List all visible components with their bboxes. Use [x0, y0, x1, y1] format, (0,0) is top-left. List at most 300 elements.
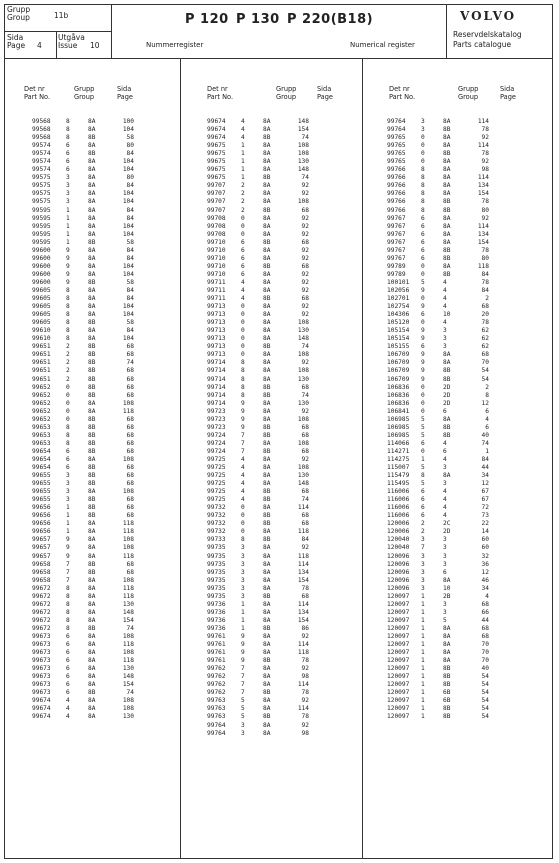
cell-page: 154	[122, 681, 134, 689]
cell-check: 8	[66, 423, 70, 431]
cell-check: 4	[66, 705, 70, 713]
cell-part: 99708	[207, 230, 226, 238]
cell-group: 8A	[263, 544, 271, 552]
cell-group: 8A	[263, 399, 271, 407]
cell-check: 0	[241, 528, 245, 536]
cell-group: 4	[443, 319, 447, 327]
cell-group: 8B	[443, 254, 451, 262]
cell-part: 99605	[32, 319, 51, 327]
cell-group: 8A	[263, 568, 271, 576]
cell-group: 8B	[443, 126, 451, 134]
cell-group: 8A	[443, 576, 451, 584]
cell-part: 99761	[207, 649, 226, 657]
cell-check: 8	[66, 600, 70, 608]
cell-part: 105120	[387, 319, 410, 327]
cell-part: 99789	[387, 270, 406, 278]
cell-check: 3	[421, 568, 425, 576]
cell-page: 58	[126, 278, 134, 286]
cell-page: 46	[481, 576, 489, 584]
cell-part: 100101	[387, 278, 410, 286]
cell-group: 8A	[263, 472, 271, 480]
cell-page: 84	[126, 214, 134, 222]
cell-group: 4	[443, 488, 447, 496]
cell-part: 99672	[32, 584, 51, 592]
cell-group: 8A	[443, 633, 451, 640]
cell-page: 108	[297, 464, 309, 472]
cell-page: 92	[301, 246, 309, 254]
cell-page: 68	[301, 423, 309, 431]
cell-check: 0	[421, 262, 425, 270]
cell-part: 99595	[32, 214, 51, 222]
cell-part: 99713	[207, 303, 226, 311]
cell-page: 68	[301, 262, 309, 270]
cell-page: 78	[301, 689, 309, 697]
cell-page: 114	[477, 174, 489, 182]
cell-group: 8B	[443, 423, 451, 431]
cell-group: 2D	[443, 399, 451, 407]
cell-page: 84	[481, 455, 489, 463]
cell-part: 106836	[387, 383, 410, 391]
cell-group: 8B	[263, 689, 271, 697]
cell-part: 105154	[387, 335, 410, 343]
cell-check: 4	[241, 496, 245, 504]
cell-check: 3	[66, 190, 70, 198]
cell-group: 8B	[88, 238, 96, 246]
cell-page: 92	[481, 134, 489, 142]
cell-group: 10	[443, 584, 451, 592]
cell-part: 105155	[387, 343, 410, 351]
cell-check: 7	[241, 665, 245, 673]
cell-page: 68	[126, 480, 134, 488]
cell-group: 8A	[263, 359, 271, 367]
cell-group: 8A	[443, 174, 451, 182]
cell-group: 8A	[263, 254, 271, 262]
cell-check: 1	[421, 673, 425, 681]
cell-part: 116006	[387, 512, 410, 520]
cell-group: 8A	[88, 126, 96, 134]
cell-page: 58	[126, 134, 134, 142]
header-page: Sida Page	[317, 85, 333, 101]
cell-check: 1	[241, 142, 245, 150]
cell-check: 8	[66, 584, 70, 592]
cell-part: 99714	[207, 383, 226, 391]
cell-check: 1	[421, 633, 425, 640]
cell-part: 99713	[207, 327, 226, 335]
cell-group: 8B	[88, 150, 96, 158]
cell-page: 54	[481, 705, 489, 713]
cell-group: 8A	[88, 407, 96, 415]
cell-check: 2	[66, 375, 70, 383]
cell-check: 5	[421, 423, 425, 431]
cell-check: 3	[421, 560, 425, 568]
cell-page: 108	[297, 198, 309, 206]
cell-part: 120097	[387, 600, 410, 608]
cell-check: 6	[421, 238, 425, 246]
cell-check: 8	[66, 439, 70, 447]
cell-page: 92	[301, 303, 309, 311]
cell-page: 54	[481, 689, 489, 697]
cell-group: 8A	[263, 584, 271, 592]
cell-part: 99653	[32, 423, 51, 431]
cell-page: 118	[122, 641, 134, 649]
cell-check: 9	[241, 423, 245, 431]
cell-check: 0	[241, 520, 245, 528]
cell-page: 154	[477, 190, 489, 198]
cell-group: 8A	[263, 230, 271, 238]
cell-page: 74	[126, 359, 134, 367]
cell-part: 99656	[32, 528, 51, 536]
cell-group: 4	[443, 439, 447, 447]
cell-check: 1	[421, 624, 425, 632]
cell-part: 106985	[387, 423, 410, 431]
cell-group: 8B	[88, 391, 96, 399]
cell-part: 99765	[387, 134, 406, 142]
cell-part: 120096	[387, 584, 410, 592]
cell-group: 8A	[88, 552, 96, 560]
cell-check: 3	[241, 544, 245, 552]
cell-part: 99710	[207, 246, 226, 254]
cell-page: 84	[126, 295, 134, 303]
cell-page: 86	[301, 624, 309, 632]
cell-page: 92	[481, 214, 489, 222]
header-part-no: Det nr Part No.	[207, 85, 234, 101]
cell-check: 6	[421, 222, 425, 230]
cell-check: 9	[241, 399, 245, 407]
cell-check: 8	[241, 359, 245, 367]
cell-part: 120096	[387, 576, 410, 584]
cell-part: 99732	[207, 528, 226, 536]
cell-group: 8A	[88, 303, 96, 311]
cell-part: 120097	[387, 681, 410, 689]
cell-check: 4	[241, 480, 245, 488]
cell-part: 99674	[207, 134, 226, 142]
cell-part: 99652	[32, 383, 51, 391]
register-title-en: Numerical register	[350, 41, 415, 49]
cell-group: 8B	[263, 447, 271, 455]
cell-part: 99735	[207, 568, 226, 576]
cell-part: 99605	[32, 286, 51, 294]
cell-check: 0	[421, 319, 425, 327]
cell-group: 8A	[443, 142, 451, 150]
cell-page: 130	[122, 713, 134, 721]
cell-page: 104	[122, 311, 134, 319]
cell-part: 99714	[207, 359, 226, 367]
cell-part: 99714	[207, 391, 226, 399]
cell-group: 8B	[88, 512, 96, 520]
cell-check: 5	[421, 464, 425, 472]
cell-check: 9	[241, 649, 245, 657]
cell-check: 7	[241, 673, 245, 681]
cell-part: 99707	[207, 182, 226, 190]
cell-page: 114	[297, 705, 309, 713]
cell-page: 134	[477, 182, 489, 190]
cell-group: 8B	[88, 375, 96, 383]
cell-part: 99674	[32, 705, 51, 713]
cell-check: 8	[66, 126, 70, 134]
cell-part: 120097	[387, 592, 410, 600]
cell-group: 8B	[443, 270, 451, 278]
cell-part: 99652	[32, 391, 51, 399]
cell-group: 8B	[263, 512, 271, 520]
cell-group: 8A	[88, 198, 96, 206]
cell-part: 106709	[387, 359, 410, 367]
cell-part: 99673	[32, 673, 51, 681]
cell-group: 8A	[263, 327, 271, 335]
cell-group: 8A	[263, 214, 271, 222]
cell-check: 9	[421, 359, 425, 367]
cell-check: 0	[421, 142, 425, 150]
cell-group: 6	[443, 568, 447, 576]
cell-part: 99725	[207, 496, 226, 504]
cell-part: 99574	[32, 150, 51, 158]
cell-group: 8A	[88, 327, 96, 335]
cell-page: 118	[122, 520, 134, 528]
cell-page: 114	[297, 681, 309, 689]
cell-check: 3	[241, 721, 245, 729]
cell-page: 44	[481, 464, 489, 472]
cell-part: 99724	[207, 447, 226, 455]
cell-check: 9	[421, 367, 425, 375]
cell-part: 99710	[207, 270, 226, 278]
cell-check: 2	[66, 359, 70, 367]
cell-group: 5	[443, 616, 447, 624]
cell-part: 99710	[207, 238, 226, 246]
cell-part: 99651	[32, 343, 51, 351]
cell-page: 68	[301, 431, 309, 439]
cell-check: 3	[421, 118, 425, 125]
cell-page: 118	[297, 528, 309, 536]
cell-page: 74	[126, 624, 134, 632]
group-label: Grupp Group	[7, 5, 31, 22]
cell-group: 8A	[88, 174, 96, 182]
cell-page: 84	[126, 246, 134, 254]
cell-group: 3	[443, 480, 447, 488]
cell-part: 102056	[387, 286, 410, 294]
cell-part: 99600	[32, 254, 51, 262]
cell-page: 78	[481, 319, 489, 327]
cell-part: 99725	[207, 455, 226, 463]
cell-group: 8B	[263, 134, 271, 142]
cell-group: 8A	[443, 359, 451, 367]
cell-part: 99713	[207, 311, 226, 319]
cell-check: 6	[421, 496, 425, 504]
cell-group: 8B	[88, 439, 96, 447]
cell-part: 99652	[32, 415, 51, 423]
cell-check: 1	[241, 158, 245, 166]
cell-group: 8B	[443, 367, 451, 375]
cell-page: 108	[297, 351, 309, 359]
cell-page: 68	[126, 560, 134, 568]
page-label: Sida Page	[7, 33, 26, 50]
cell-page: 78	[481, 198, 489, 206]
cell-group: 8A	[443, 214, 451, 222]
cell-group: 8A	[88, 230, 96, 238]
cell-group: 8A	[263, 576, 271, 584]
cell-check: 6	[66, 673, 70, 681]
cell-check: 3	[241, 552, 245, 560]
cell-group: 8B	[263, 657, 271, 665]
cell-page: 92	[301, 544, 309, 552]
cell-page: 92	[301, 214, 309, 222]
cell-check: 8	[66, 624, 70, 632]
cell-check: 0	[241, 335, 245, 343]
cell-group: 8B	[263, 624, 271, 632]
cell-check: 6	[66, 447, 70, 455]
cell-check: 2	[66, 351, 70, 359]
cell-page: 62	[481, 327, 489, 335]
cell-part: 99735	[207, 560, 226, 568]
cell-page: 68	[126, 351, 134, 359]
cell-part: 99714	[207, 367, 226, 375]
cell-check: 7	[421, 544, 425, 552]
cell-check: 0	[241, 351, 245, 359]
cell-group: 8A	[443, 262, 451, 270]
cell-page: 84	[126, 254, 134, 262]
cell-check: 3	[421, 584, 425, 592]
cell-part: 120097	[387, 633, 410, 640]
cell-check: 3	[421, 576, 425, 584]
cell-check: 6	[421, 246, 425, 254]
cell-part: 99575	[32, 174, 51, 182]
cell-part: 99672	[32, 624, 51, 632]
cell-group: 8B	[443, 375, 451, 383]
cell-page: 2	[485, 295, 489, 303]
cell-part: 120006	[387, 520, 410, 528]
cell-check: 6	[66, 665, 70, 673]
cell-part: 106836	[387, 399, 410, 407]
cell-group: 8A	[263, 311, 271, 319]
cell-check: 7	[66, 576, 70, 584]
cell-check: 5	[241, 697, 245, 705]
cell-part: 99735	[207, 584, 226, 592]
cell-part: 99654	[32, 447, 51, 455]
cell-check: 0	[66, 391, 70, 399]
cell-page: 118	[122, 657, 134, 665]
cell-page: 108	[122, 544, 134, 552]
cell-check: 8	[241, 367, 245, 375]
cell-page: 54	[481, 673, 489, 681]
cell-part: 99766	[387, 166, 406, 174]
cell-check: 9	[66, 254, 70, 262]
cell-page: 14	[481, 528, 489, 536]
cell-group: 8A	[88, 600, 96, 608]
header-group: Grupp Group	[458, 85, 479, 101]
cell-page: 68	[126, 568, 134, 576]
cell-part: 99736	[207, 624, 226, 632]
cell-group: 8B	[88, 367, 96, 375]
cell-page: 70	[481, 641, 489, 649]
cell-page: 70	[481, 657, 489, 665]
cell-check: 9	[66, 544, 70, 552]
cell-page: 4	[485, 592, 489, 600]
cell-group: 4	[443, 303, 447, 311]
cell-part: 99605	[32, 311, 51, 319]
cell-check: 3	[66, 496, 70, 504]
cell-part: 114066	[387, 439, 410, 447]
cell-part: 99595	[32, 230, 51, 238]
cell-check: 6	[66, 649, 70, 657]
cell-page: 34	[481, 472, 489, 480]
cell-page: 68	[126, 512, 134, 520]
cell-check: 1	[421, 681, 425, 689]
cell-part: 99767	[387, 238, 406, 246]
cell-page: 98	[301, 673, 309, 681]
cell-part: 120097	[387, 616, 410, 624]
cell-check: 3	[66, 174, 70, 182]
cell-page: 68	[126, 496, 134, 504]
cell-check: 8	[421, 166, 425, 174]
group-value: 11b	[54, 11, 69, 20]
cell-group: 3	[443, 464, 447, 472]
cell-page: 104	[122, 190, 134, 198]
cell-group: 8B	[88, 431, 96, 439]
cell-page: 104	[122, 166, 134, 174]
cell-group: 8A	[88, 254, 96, 262]
cell-group: 8A	[263, 126, 271, 134]
cell-group: 6	[443, 407, 447, 415]
cell-page: 68	[126, 472, 134, 480]
cell-part: 99736	[207, 600, 226, 608]
cell-group: 8B	[263, 520, 271, 528]
cell-part: 99761	[207, 657, 226, 665]
cell-part: 99568	[32, 134, 51, 142]
cell-page: 92	[301, 254, 309, 262]
cell-group: 8A	[88, 295, 96, 303]
cell-part: 99575	[32, 182, 51, 190]
cell-check: 3	[241, 568, 245, 576]
register-title-sv: Nummerregister	[146, 41, 204, 49]
cell-group: 8A	[443, 351, 451, 359]
cell-page: 36	[481, 560, 489, 568]
cell-part: 99672	[32, 600, 51, 608]
cell-page: 118	[297, 649, 309, 657]
cell-check: 4	[66, 697, 70, 705]
cell-check: 9	[421, 375, 425, 383]
cell-check: 8	[66, 327, 70, 335]
cell-group: 8B	[263, 383, 271, 391]
cell-check: 6	[66, 464, 70, 472]
cell-part: 99652	[32, 399, 51, 407]
cell-part: 99763	[207, 713, 226, 721]
cell-page: 67	[481, 496, 489, 504]
cell-group: 8B	[263, 238, 271, 246]
cell-group: 8A	[263, 600, 271, 608]
cell-check: 0	[421, 150, 425, 158]
cell-group: 8A	[443, 190, 451, 198]
cell-check: 8	[241, 375, 245, 383]
cell-page: 118	[122, 407, 134, 415]
cell-page: 68	[126, 391, 134, 399]
cell-check: 9	[241, 407, 245, 415]
cell-check: 1	[66, 520, 70, 528]
cell-check: 5	[241, 713, 245, 721]
cell-group: 8A	[88, 681, 96, 689]
cell-check: 6	[421, 439, 425, 447]
header-part-no: Det nr Part No.	[24, 85, 51, 101]
cell-check: 1	[241, 600, 245, 608]
cell-page: 154	[477, 238, 489, 246]
cell-part: 99575	[32, 198, 51, 206]
cell-page: 108	[122, 649, 134, 657]
header-bottom-border	[4, 58, 553, 59]
cell-check: 6	[421, 343, 425, 351]
cell-check: 9	[421, 327, 425, 335]
cell-check: 1	[66, 504, 70, 512]
cell-check: 0	[421, 391, 425, 399]
cell-group: 8B	[263, 295, 271, 303]
cell-page: 108	[122, 536, 134, 544]
cell-group: 8A	[443, 624, 451, 632]
